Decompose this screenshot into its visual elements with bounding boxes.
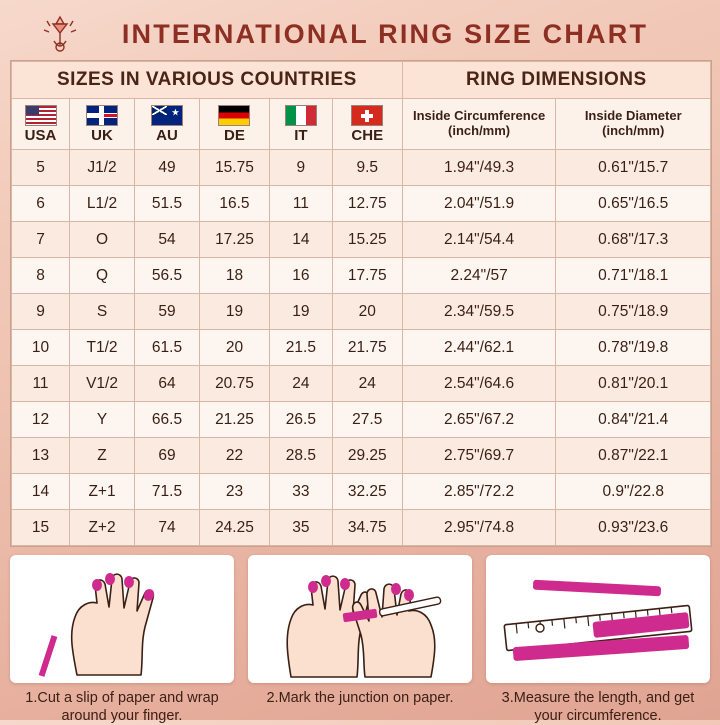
flag-de-icon	[218, 105, 250, 126]
cell-circumference: 2.85"/72.2	[402, 474, 556, 510]
table-row	[12, 402, 711, 438]
cell-diameter: 0.71"/18.1	[556, 258, 711, 294]
cell-de: 21.25	[200, 402, 270, 438]
cell-diameter: 0.87"/22.1	[556, 438, 711, 474]
cell-de: 16.5	[200, 186, 270, 222]
cell-che: 12.75	[332, 186, 402, 222]
cell-it: 21.5	[269, 330, 332, 366]
flag-che-icon	[351, 105, 383, 126]
group-header-dimensions: RING DIMENSIONS	[402, 62, 710, 99]
cell-che: 34.75	[332, 510, 402, 546]
cell-circumference: 2.65"/67.2	[402, 402, 556, 438]
table-group-header-row	[12, 62, 711, 99]
column-label-au: AU	[156, 127, 178, 144]
table-row	[12, 366, 711, 402]
cell-usa: 8	[12, 258, 70, 294]
cell-uk: V1/2	[70, 366, 135, 402]
cell-de: 18	[200, 258, 270, 294]
cell-au: 59	[135, 294, 200, 330]
table-row	[12, 294, 711, 330]
cell-usa: 6	[12, 186, 70, 222]
cell-de: 22	[200, 438, 270, 474]
cell-uk: O	[70, 222, 135, 258]
column-header-it	[269, 99, 332, 150]
cell-de: 23	[200, 474, 270, 510]
cell-che: 15.25	[332, 222, 402, 258]
instruction-caption-3: 3.Measure the length, and get your circumference.	[501, 690, 695, 725]
cell-usa: 9	[12, 294, 70, 330]
cell-au: 74	[135, 510, 200, 546]
flag-usa-icon	[25, 105, 57, 126]
cell-uk: Q	[70, 258, 135, 294]
cell-uk: J1/2	[70, 150, 135, 186]
cell-it: 9	[269, 150, 332, 186]
cell-it: 24	[269, 366, 332, 402]
column-header-diameter: Inside Diameter (inch/mm)	[556, 99, 711, 150]
column-header-de	[200, 99, 270, 150]
cell-au: 51.5	[135, 186, 200, 222]
hand-marking-junction-icon	[248, 555, 472, 683]
cell-au: 54	[135, 222, 200, 258]
cell-diameter: 0.81"/20.1	[556, 366, 711, 402]
flag-it-icon	[285, 105, 317, 126]
cell-usa: 15	[12, 510, 70, 546]
cell-de: 17.25	[200, 222, 270, 258]
table-row	[12, 186, 711, 222]
cell-che: 17.75	[332, 258, 402, 294]
cell-de: 20.75	[200, 366, 270, 402]
cell-it: 19	[269, 294, 332, 330]
cell-usa: 5	[12, 150, 70, 186]
cell-circumference: 2.95"/74.8	[402, 510, 556, 546]
cell-che: 20	[332, 294, 402, 330]
hand-with-paper-slip-icon	[10, 555, 234, 683]
cell-circumference: 2.34"/59.5	[402, 294, 556, 330]
cell-au: 56.5	[135, 258, 200, 294]
column-header-uk	[70, 99, 135, 150]
page-header	[10, 8, 710, 60]
column-label-uk: UK	[91, 127, 113, 144]
cell-diameter: 0.61"/15.7	[556, 150, 711, 186]
cell-uk: S	[70, 294, 135, 330]
instruction-panels	[10, 555, 710, 725]
table-column-header-row	[12, 99, 711, 150]
cell-it: 26.5	[269, 402, 332, 438]
column-label-che: CHE	[351, 127, 384, 144]
table-row	[12, 330, 711, 366]
cell-it: 33	[269, 474, 332, 510]
cell-circumference: 2.44"/62.1	[402, 330, 556, 366]
cell-au: 49	[135, 150, 200, 186]
instruction-step-1	[10, 555, 234, 725]
ruler-measuring-icon	[486, 555, 710, 683]
table-row	[12, 510, 711, 546]
column-label-it: IT	[294, 127, 308, 144]
table-row	[12, 150, 711, 186]
cell-diameter: 0.78"/19.8	[556, 330, 711, 366]
cell-diameter: 0.93"/23.6	[556, 510, 711, 546]
cell-che: 21.75	[332, 330, 402, 366]
cell-de: 19	[200, 294, 270, 330]
cell-au: 71.5	[135, 474, 200, 510]
cell-usa: 14	[12, 474, 70, 510]
cell-de: 15.75	[200, 150, 270, 186]
table-row	[12, 258, 711, 294]
cell-it: 28.5	[269, 438, 332, 474]
column-header-au	[135, 99, 200, 150]
cell-usa: 11	[12, 366, 70, 402]
cell-au: 61.5	[135, 330, 200, 366]
cell-usa: 13	[12, 438, 70, 474]
cell-uk: L1/2	[70, 186, 135, 222]
instruction-step-3	[486, 555, 710, 725]
column-label-de: DE	[224, 127, 245, 144]
cell-diameter: 0.84"/21.4	[556, 402, 711, 438]
cell-che: 9.5	[332, 150, 402, 186]
ring-size-table	[10, 60, 712, 547]
cell-circumference: 2.14"/54.4	[402, 222, 556, 258]
cell-it: 16	[269, 258, 332, 294]
column-header-che	[332, 99, 402, 150]
cell-diameter: 0.65"/16.5	[556, 186, 711, 222]
column-header-usa	[12, 99, 70, 150]
page-title: INTERNATIONAL RING SIZE CHART	[121, 18, 649, 49]
cell-usa: 7	[12, 222, 70, 258]
cell-de: 20	[200, 330, 270, 366]
cell-usa: 10	[12, 330, 70, 366]
cell-uk: T1/2	[70, 330, 135, 366]
cell-che: 24	[332, 366, 402, 402]
cell-diameter: 0.68"/17.3	[556, 222, 711, 258]
group-header-countries: SIZES IN VARIOUS COUNTRIES	[12, 62, 403, 99]
jewelry-brand-logo-icon	[32, 11, 88, 57]
table-row	[12, 474, 711, 510]
cell-it: 11	[269, 186, 332, 222]
cell-circumference: 1.94"/49.3	[402, 150, 556, 186]
instruction-caption-2: 2.Mark the junction on paper.	[266, 690, 454, 706]
table-row	[12, 438, 711, 474]
table-row	[12, 222, 711, 258]
cell-diameter: 0.75"/18.9	[556, 294, 711, 330]
cell-de: 24.25	[200, 510, 270, 546]
cell-circumference: 2.54"/64.6	[402, 366, 556, 402]
cell-au: 66.5	[135, 402, 200, 438]
cell-usa: 12	[12, 402, 70, 438]
cell-circumference: 2.04"/51.9	[402, 186, 556, 222]
cell-che: 29.25	[332, 438, 402, 474]
flag-uk-icon	[86, 105, 118, 126]
column-header-circumference: Inside Circumference (inch/mm)	[402, 99, 556, 150]
cell-circumference: 2.75"/69.7	[402, 438, 556, 474]
cell-circumference: 2.24"/57	[402, 258, 556, 294]
cell-uk: Y	[70, 402, 135, 438]
instruction-caption-1: 1.Cut a slip of paper and wrap around your finger.	[25, 690, 219, 725]
cell-diameter: 0.9"/22.8	[556, 474, 711, 510]
cell-che: 27.5	[332, 402, 402, 438]
cell-uk: Z	[70, 438, 135, 474]
flag-au-icon	[151, 105, 183, 126]
cell-au: 69	[135, 438, 200, 474]
cell-uk: Z+1	[70, 474, 135, 510]
cell-it: 35	[269, 510, 332, 546]
instruction-step-2	[248, 555, 472, 725]
column-label-usa: USA	[24, 127, 57, 144]
cell-au: 64	[135, 366, 200, 402]
table-body	[12, 150, 711, 546]
cell-uk: Z+2	[70, 510, 135, 546]
cell-che: 32.25	[332, 474, 402, 510]
cell-it: 14	[269, 222, 332, 258]
